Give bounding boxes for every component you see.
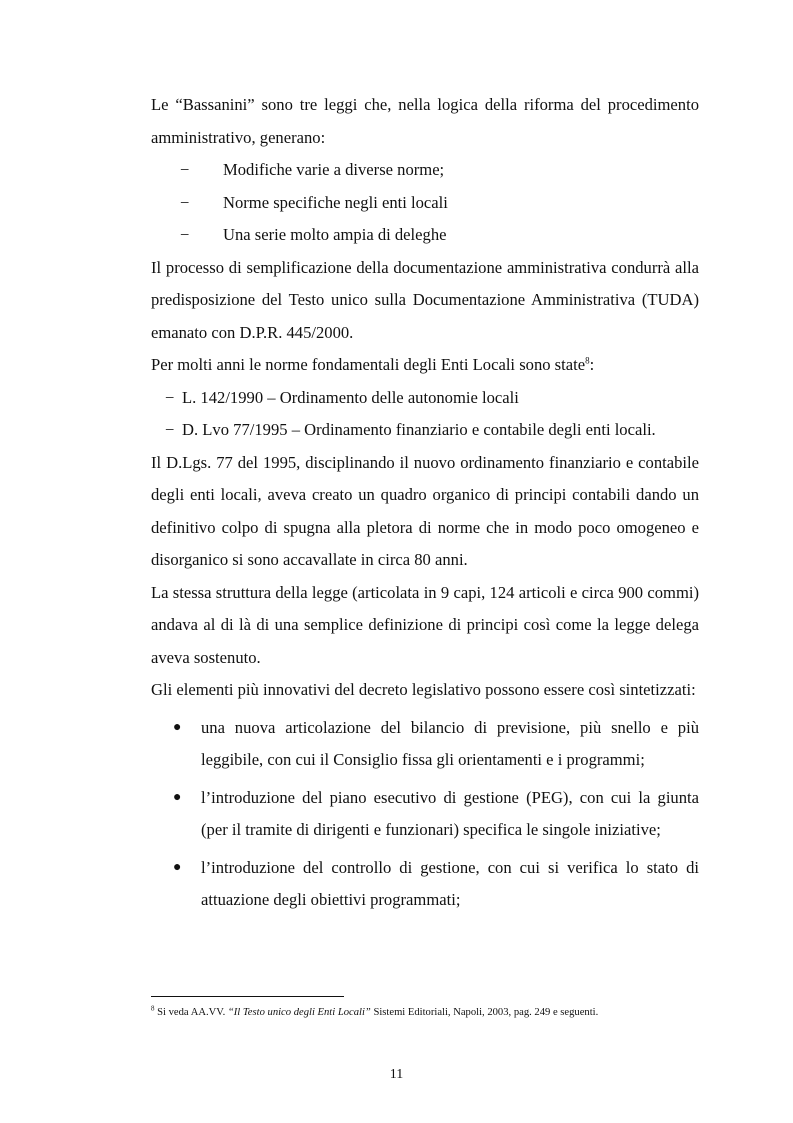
dash-marker: − xyxy=(165,387,175,407)
list-item-text: L. 142/1990 – Ordinamento delle autonomie locali xyxy=(182,387,519,407)
list-item-text: Una serie molto ampia di deleghe xyxy=(223,225,447,244)
effects-list xyxy=(151,154,699,252)
list-item xyxy=(151,414,699,447)
page-number: 11 xyxy=(389,1067,404,1082)
list-item xyxy=(151,712,699,777)
list-item xyxy=(151,782,699,847)
body-text xyxy=(151,89,699,921)
list-item xyxy=(151,382,699,415)
footnote-separator xyxy=(151,996,344,997)
footnote-text-post: Sistemi Editoriali, Napoli, 2003, pag. 249 e seguenti. xyxy=(370,1007,599,1018)
list-item-text: Modifiche varie a diverse norme; xyxy=(223,160,445,179)
list-item-text: l’introduzione del controllo di gestione, con cui si verifica lo stato di attuazione degli obiettivi programmati; xyxy=(201,857,699,909)
list-item xyxy=(151,219,699,252)
paragraph-bassanini: Le “Bassanini” sono tre leggi che, nella logica della riforma del procedimento amministrativo, generano: xyxy=(151,95,699,147)
paragraph-norme-text: Per molti anni le norme fondamentali degli Enti Locali sono state xyxy=(151,355,586,374)
footnote-reference: 8 xyxy=(585,355,590,366)
footnote xyxy=(151,1006,699,1020)
footnote-text-pre: Si veda AA.VV. xyxy=(154,1007,228,1018)
list-item xyxy=(151,187,699,220)
bullet-marker: ● xyxy=(173,719,182,735)
list-item-text: una nuova articolazione del bilancio di previsione, più snello e più leggibile, con cui il Consiglio fissa gli orientamenti e i programmi; xyxy=(201,717,699,769)
paragraph-struttura: La stessa struttura della legge (articolata in 9 capi, 124 articoli e circa 900 commi) andava al di là di una semplice definizione di principi così come la legge delega aveva sostenuto. xyxy=(151,582,699,667)
footnote-number: 8 xyxy=(151,1004,155,1013)
list-item xyxy=(151,852,699,917)
dash-marker: − xyxy=(180,192,190,212)
bullet-marker: ● xyxy=(173,859,182,875)
innovations-list xyxy=(151,712,699,917)
list-item-text: Norme specifiche negli enti locali xyxy=(223,192,448,212)
paragraph-tuda: Il processo di semplificazione della documentazione amministrativa condurrà alla predisposizione del Testo unico sulla Documentazione Amministrativa (TUDA) emanato con D.P.R. 445/2000. xyxy=(151,257,699,342)
paragraph-elementi: Gli elementi più innovativi del decreto legislativo possono essere così sintetizzati: xyxy=(151,680,696,699)
paragraph-norme-colon: : xyxy=(589,355,595,374)
bullet-marker: ● xyxy=(173,789,182,805)
list-item-text: l’introduzione del piano esecutivo di gestione (PEG), con cui la giunta (per il tramite di dirigenti e funzionari) specifica le singole iniziative; xyxy=(201,787,699,839)
dash-marker: − xyxy=(165,420,175,439)
paragraph-dlgs: Il D.Lgs. 77 del 1995, disciplinando il nuovo ordinamento finanziario e contabile degli enti locali, aveva creato un quadro organico di principi contabili dando un definitivo colpo di spugna alla pletora di norme che in modo poco omogeneo e disorganico si sono accavallate in circa 80 anni. xyxy=(151,452,699,569)
dash-marker: − xyxy=(180,160,190,179)
laws-list xyxy=(151,382,699,447)
footnote-title: “Il Testo unico degli Enti Locali” xyxy=(227,1007,371,1018)
list-item-text: D. Lvo 77/1995 – Ordinamento finanziario e contabile degli enti locali. xyxy=(182,420,656,439)
dash-marker: − xyxy=(180,225,190,244)
paragraph-norme xyxy=(151,349,699,382)
list-item xyxy=(151,154,699,187)
